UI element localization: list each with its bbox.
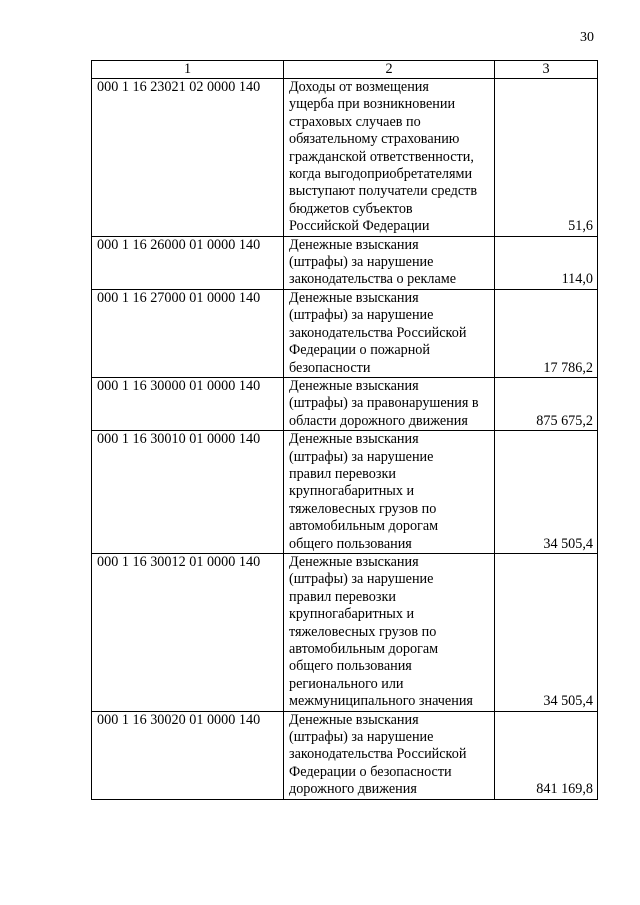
header-column-3: 3 (495, 61, 598, 79)
budget-code: 000 1 16 30010 01 0000 140 (92, 431, 284, 554)
revenue-name: Денежные взыскания (штрафы) за нарушение правил перевозки крупногабаритных и тяжеловесных грузов по автомобильным дорогам общего пользования регионального или межмуниципального значения (284, 553, 495, 711)
header-column-1: 1 (92, 61, 284, 79)
budget-code: 000 1 16 30020 01 0000 140 (92, 711, 284, 799)
table-row (92, 79, 598, 237)
revenue-name: Денежные взыскания (штрафы) за нарушение законодательства Российской Федерации о пожарной безопасности (284, 289, 495, 377)
budget-code: 000 1 16 30012 01 0000 140 (92, 553, 284, 711)
header-row (92, 61, 598, 79)
amount: 875 675,2 (495, 377, 598, 430)
budget-revenue-table (91, 60, 598, 800)
amount: 34 505,4 (495, 553, 598, 711)
table-row (92, 377, 598, 430)
amount: 51,6 (495, 79, 598, 237)
header-column-2: 2 (284, 61, 495, 79)
budget-code: 000 1 16 30000 01 0000 140 (92, 377, 284, 430)
page-number: 30 (580, 30, 594, 45)
table-row (92, 236, 598, 289)
table-body (92, 79, 598, 800)
table-row (92, 431, 598, 554)
table-row (92, 711, 598, 799)
table-header (92, 61, 598, 79)
amount: 17 786,2 (495, 289, 598, 377)
amount: 841 169,8 (495, 711, 598, 799)
revenue-name: Денежные взыскания (штрафы) за нарушение законодательства о рекламе (284, 236, 495, 289)
amount: 34 505,4 (495, 431, 598, 554)
revenue-name: Денежные взыскания (штрафы) за нарушение правил перевозки крупногабаритных и тяжеловесных грузов по автомобильным дорогам общего пользования (284, 431, 495, 554)
table-row (92, 553, 598, 711)
budget-code: 000 1 16 26000 01 0000 140 (92, 236, 284, 289)
budget-code: 000 1 16 27000 01 0000 140 (92, 289, 284, 377)
revenue-name: Денежные взыскания (штрафы) за правонарушения в области дорожного движения (284, 377, 495, 430)
revenue-name: Доходы от возмещения ущерба при возникновении страховых случаев по обязательному страхованию гражданской ответственности, когда выгодоприобретателями выступают получатели средств бюджетов субъектов Российской Федерации (284, 79, 495, 237)
amount: 114,0 (495, 236, 598, 289)
table-row (92, 289, 598, 377)
revenue-name: Денежные взыскания (штрафы) за нарушение законодательства Российской Федерации о безопасности дорожного движения (284, 711, 495, 799)
budget-code: 000 1 16 23021 02 0000 140 (92, 79, 284, 237)
